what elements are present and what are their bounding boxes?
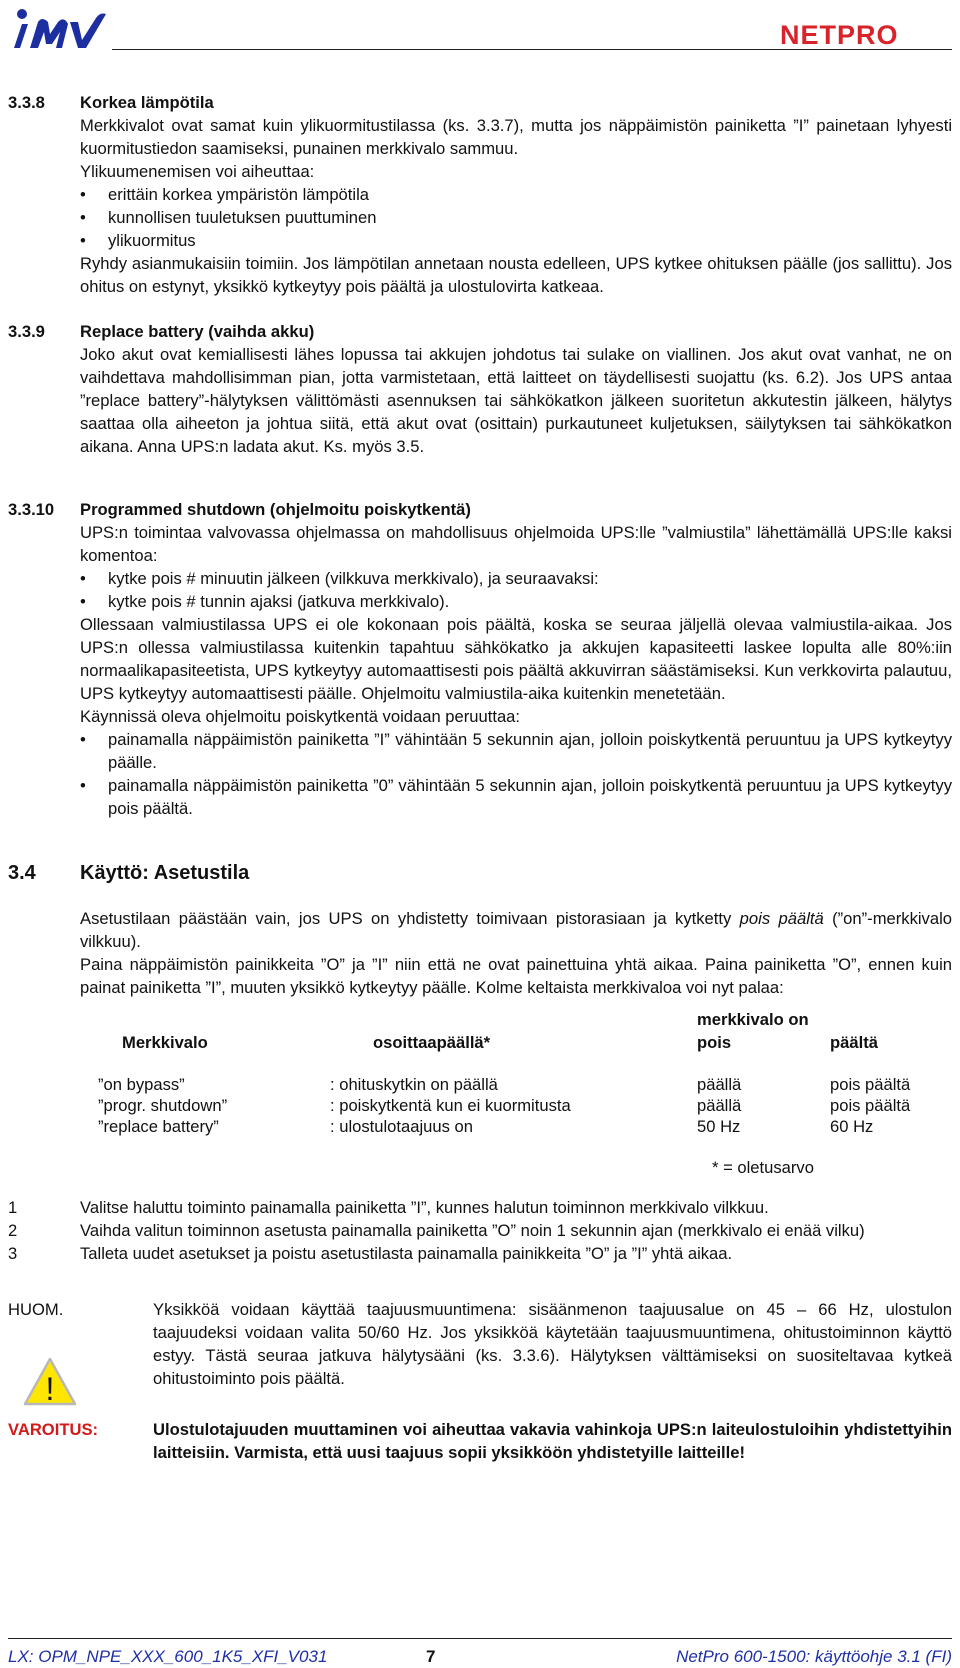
footer-rule <box>8 1638 952 1639</box>
section-34-p2: Paina näppäimistön painikkeita ”O” ja ”I” niin että ne ovat painettuina yhtä aikaa. Paina painiketta ”O”, ennen kuin painat painiketta ”I”, muuten yksikkö kytkeytyy päälle. Kolme keltaista merkkivaloa voi nyt palaa: <box>80 955 952 997</box>
list-item: • kytke pois # minuutin jälkeen (vilkkuva merkkivalo), ja seuraavaksi: <box>80 567 952 590</box>
col-header-off: pois <box>697 1033 732 1052</box>
list-item: 1 Valitse haluttu toiminto painamalla painiketta ”I”, kunnes halutun toiminnon merkkivalo vilkkuu. <box>8 1198 769 1217</box>
footer-title: NetPro 600-1500: käyttöohje 3.1 (FI) <box>676 1647 952 1666</box>
table-row: ”replace battery” : ulostulotaajuus on 50 Hz 60 Hz <box>98 1117 874 1136</box>
section-number-3310: 3.3.10 <box>8 500 55 519</box>
netpro-logo-text: NETPRO <box>780 20 899 48</box>
table-group-label: merkkivalo on <box>697 1010 809 1029</box>
section-338-p1: Merkkivalot ovat samat kuin ylikuormitustilassa (ks. 3.3.7), mutta jos näppäimistön painiketta ”I” painetaan lyhyesti kuormitustiedon saamiseksi, punainen merkkivalo sammuu. <box>80 116 952 158</box>
header-rule <box>112 49 952 50</box>
section-title-339: Replace battery (vaihda akku) <box>80 322 315 341</box>
list-item: • kunnollisen tuuletuksen puuttuminen <box>80 206 952 229</box>
section-number-338: 3.3.8 <box>8 93 45 112</box>
section-title-3310: Programmed shutdown (ohjelmoitu poiskytkentä) <box>80 500 471 519</box>
table-group-header <box>0 1008 960 1031</box>
section-34-body <box>80 907 952 999</box>
imv-logo <box>8 4 108 52</box>
list-item: 2 Vaihda valitun toiminnon asetusta painamalla painiketta ”O” noin 1 sekunnin ajan (merkkivalo ei enää vilku) <box>8 1221 865 1240</box>
warning-text: Ulostulotajuuden muuttaminen voi aiheuttaa vakavia vahinkoja UPS:n laiteulostuloihin yhdistettyihin laitteisiin. Varmista, että uusi taajuus sopii yksikköön yhdistetyille laitteille! <box>153 1420 952 1462</box>
section-339-p1: Joko akut ovat kemiallisesti lähes lopussa tai akkujen johdotus tai sulake on viallinen. Jos akut ovat vanhat, ne on vaihdettava mahdollisimman pian, jotta varmistetaan, että laitteet on täydellisesti suojattu (ks. 6.2). Jos UPS antaa ”replace battery”-hälytyksen välittömästi asennuksen tai sähkökatkon jälkeen suoritetun akkutestin jälkeen, hälytys saattaa olla aiheeton ja johtua siitä, että akut ovat (osittain) purkautuneet kuljetuksen, säilytyksen tai sähkökatkon aikana. Anna UPS:n ladata akut. Ks. myös 3.5. <box>80 345 952 456</box>
table-row: ”progr. shutdown” : poiskytkentä kun ei kuormitusta päällä pois päältä <box>98 1096 911 1115</box>
warning-icon <box>22 1356 78 1408</box>
section-title-338: Korkea lämpötila <box>80 93 214 112</box>
table-row: ”on bypass” : ohituskytkin on päällä päällä pois päältä <box>98 1075 911 1094</box>
section-338-p2: Ylikuumenemisen voi aiheuttaa: <box>80 162 315 181</box>
col-header-indicator: Merkkivalo <box>122 1033 208 1052</box>
footer-doc-id: LX: OPM_NPE_XXX_600_1K5_XFI_V031 <box>8 1647 328 1666</box>
section-3310-body <box>80 521 952 820</box>
list-item: • painamalla näppäimistön painiketta ”0” vähintään 5 sekunnin ajan, jolloin poiskytkentä peruuntuu ja UPS kytkeytyy pois päältä. <box>80 774 952 820</box>
section-338-body <box>80 114 952 298</box>
page-header <box>0 0 960 60</box>
section-number-34: 3.4 <box>8 862 36 884</box>
netpro-logo <box>780 20 952 48</box>
table-footnote: * = oletusarvo <box>712 1158 814 1177</box>
list-item: • painamalla näppäimistön painiketta ”I” vähintään 5 sekunnin ajan, jolloin poiskytkentä peruuntuu ja UPS kytkeytyy päälle. <box>80 728 952 774</box>
note-text: Yksikköä voidaan käyttää taajuusmuuntimena: sisäänmenon taajuusalue on 45 – 66 Hz, ulostulon taajuudeksi voidaan valita 50/60 Hz. Jos yksikköä käytetään taajuusmuuntimena, ohitustoiminnon käyttö estyy. Tästä seuraa jatkuva hälytysääni (ks. 3.3.6). Hälytyksen välttämiseksi on suositeltavaa kytkeä ohitustoiminto pois päältä. <box>153 1300 952 1388</box>
section-338-p3: Ryhdy asianmukaisiin toimiin. Jos lämpötilan annetaan nousta edelleen, UPS kytkee ohituksen päälle (jos sallittu). Jos ohitus on estynyt, yksikkö kytkeytyy pois päältä ja ulostulovirta katkeaa. <box>80 254 952 296</box>
section-number-339: 3.3.9 <box>8 322 45 341</box>
list-item: • erittäin korkea ympäristön lämpötila <box>80 183 952 206</box>
section-34-p1: Asetustilaan päästään vain, jos UPS on yhdistetty toimivaan pistorasiaan ja kytketty pois päältä (”on”-merkkivalo vilkkuu). <box>80 909 952 951</box>
section-3310-p1: UPS:n toimintaa valvovassa ohjelmassa on mahdollisuus ohjelmoida UPS:lle ”valmiustila” lähettämällä UPS:lle kaksi komentoa: <box>80 523 952 565</box>
steps-list <box>8 1196 952 1265</box>
warning-icon-glyph: ! <box>45 1371 55 1407</box>
note-label: HUOM. <box>8 1300 64 1319</box>
col-header-on: päältä <box>830 1033 878 1052</box>
warning-label: VAROITUS: <box>8 1420 99 1439</box>
section-3310-p3: Käynnissä oleva ohjelmoitu poiskytkentä voidaan peruuttaa: <box>80 707 521 726</box>
list-item: 3 Talleta uudet asetukset ja poistu asetustilasta painamalla painikkeita ”O” ja ”I” yhtä aikaa. <box>8 1244 733 1263</box>
table-header-row <box>0 1031 960 1054</box>
list-item: • kytke pois # tunnin ajaksi (jatkuva merkkivalo). <box>80 590 952 613</box>
col-header-indicates: osoittaapäällä* <box>373 1033 491 1052</box>
list-item: • ylikuormitus <box>80 229 952 252</box>
section-339-body <box>80 343 952 458</box>
emphasis-off: pois päältä <box>739 909 824 928</box>
section-3310-p2: Ollessaan valmiustilassa UPS ei ole kokonaan pois päältä, koska se seuraa jäljellä olevaa valmiustila-aikaa. Jos UPS:n ollessa valmiustilassa kuitenkin tapahtuu sähkökatko ja akkujen kapasiteetti laskee lopulta alle 80%:iin normaalikapasiteetista, UPS kytkeytyy automaattisesti pois päältä akkuvirran säästämiseksi. Kun verkkovirta palautuu, UPS kytkeytyy automaattisesti päälle. Ohjelmoitu valmiustila-aika kuitenkin menetetään. <box>80 615 952 703</box>
page-number: 7 <box>426 1647 436 1666</box>
section-title-34: Käyttö: Asetustila <box>80 862 250 884</box>
